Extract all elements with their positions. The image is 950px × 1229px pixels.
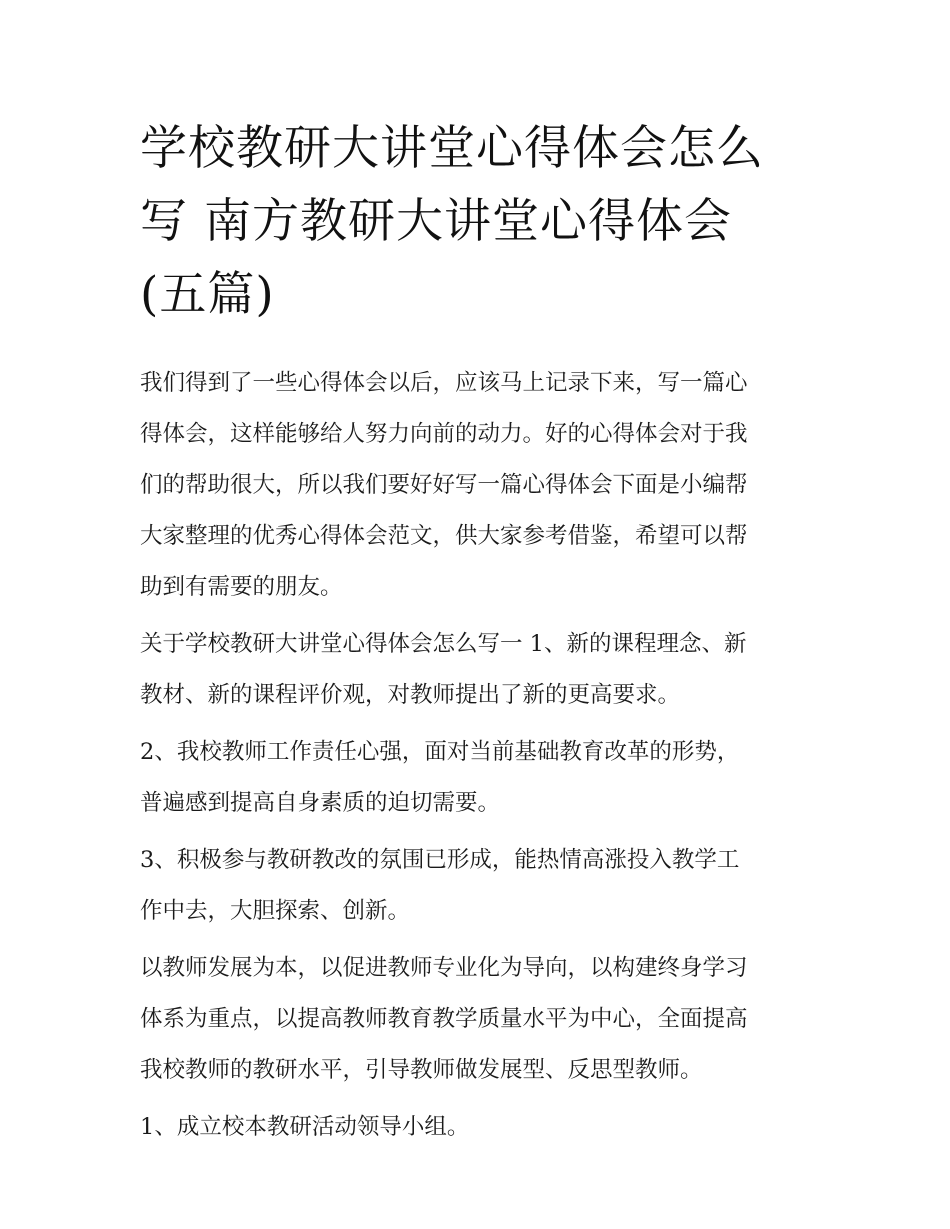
numbered-paragraph (140, 835, 820, 937)
document-body (140, 358, 820, 1159)
title-line: 学校教研大讲堂心得体会怎么 (140, 121, 764, 176)
title-line: (五篇) (140, 267, 275, 322)
document-title (140, 112, 820, 331)
text-line: 们的帮助很大，所以我们要好好写一篇心得体会下面是小编帮 (140, 472, 748, 498)
text-line: 助到有需要的朋友。 (140, 574, 343, 600)
text-line: 1、成立校本教研活动领导小组。 (140, 1114, 470, 1140)
text-line: 关于学校教研大讲堂心得体会怎么写一 1、新的课程理念、新 (140, 631, 747, 657)
text-line: 体系为重点，以提高教师教育教学质量水平为中心，全面提高 (140, 1006, 748, 1032)
text-line: 我们得到了一些心得体会以后，应该马上记录下来，写一篇心 (140, 370, 748, 396)
intro-paragraph (140, 358, 820, 613)
text-line: 2、我校教师工作责任心强，面对当前基础教育改革的形势， (140, 739, 740, 765)
text-line: 教材、新的课程评价观，对教师提出了新的更高要求。 (140, 682, 681, 708)
text-line: 普遍感到提高自身素质的迫切需要。 (140, 790, 501, 816)
numbered-paragraph (140, 727, 820, 829)
title-line: 写 南方教研大讲堂心得体会 (140, 194, 732, 249)
section-paragraph (140, 619, 820, 721)
text-line: 得体会，这样能够给人努力向前的动力。好的心得体会对于我 (140, 421, 748, 447)
text-line: 大家整理的优秀心得体会范文，供大家参考借鉴，希望可以帮 (140, 523, 748, 549)
text-line: 我校教师的教研水平，引导教师做发展型、反思型教师。 (140, 1057, 703, 1083)
text-line: 作中去，大胆探索、创新。 (140, 898, 411, 924)
text-line: 以教师发展为本，以促进教师专业化为导向，以构建终身学习 (140, 955, 748, 981)
body-paragraph (140, 943, 820, 1096)
text-line: 3、积极参与教研教改的氛围已形成，能热情高涨投入教学工 (140, 847, 740, 873)
numbered-paragraph (140, 1102, 820, 1153)
